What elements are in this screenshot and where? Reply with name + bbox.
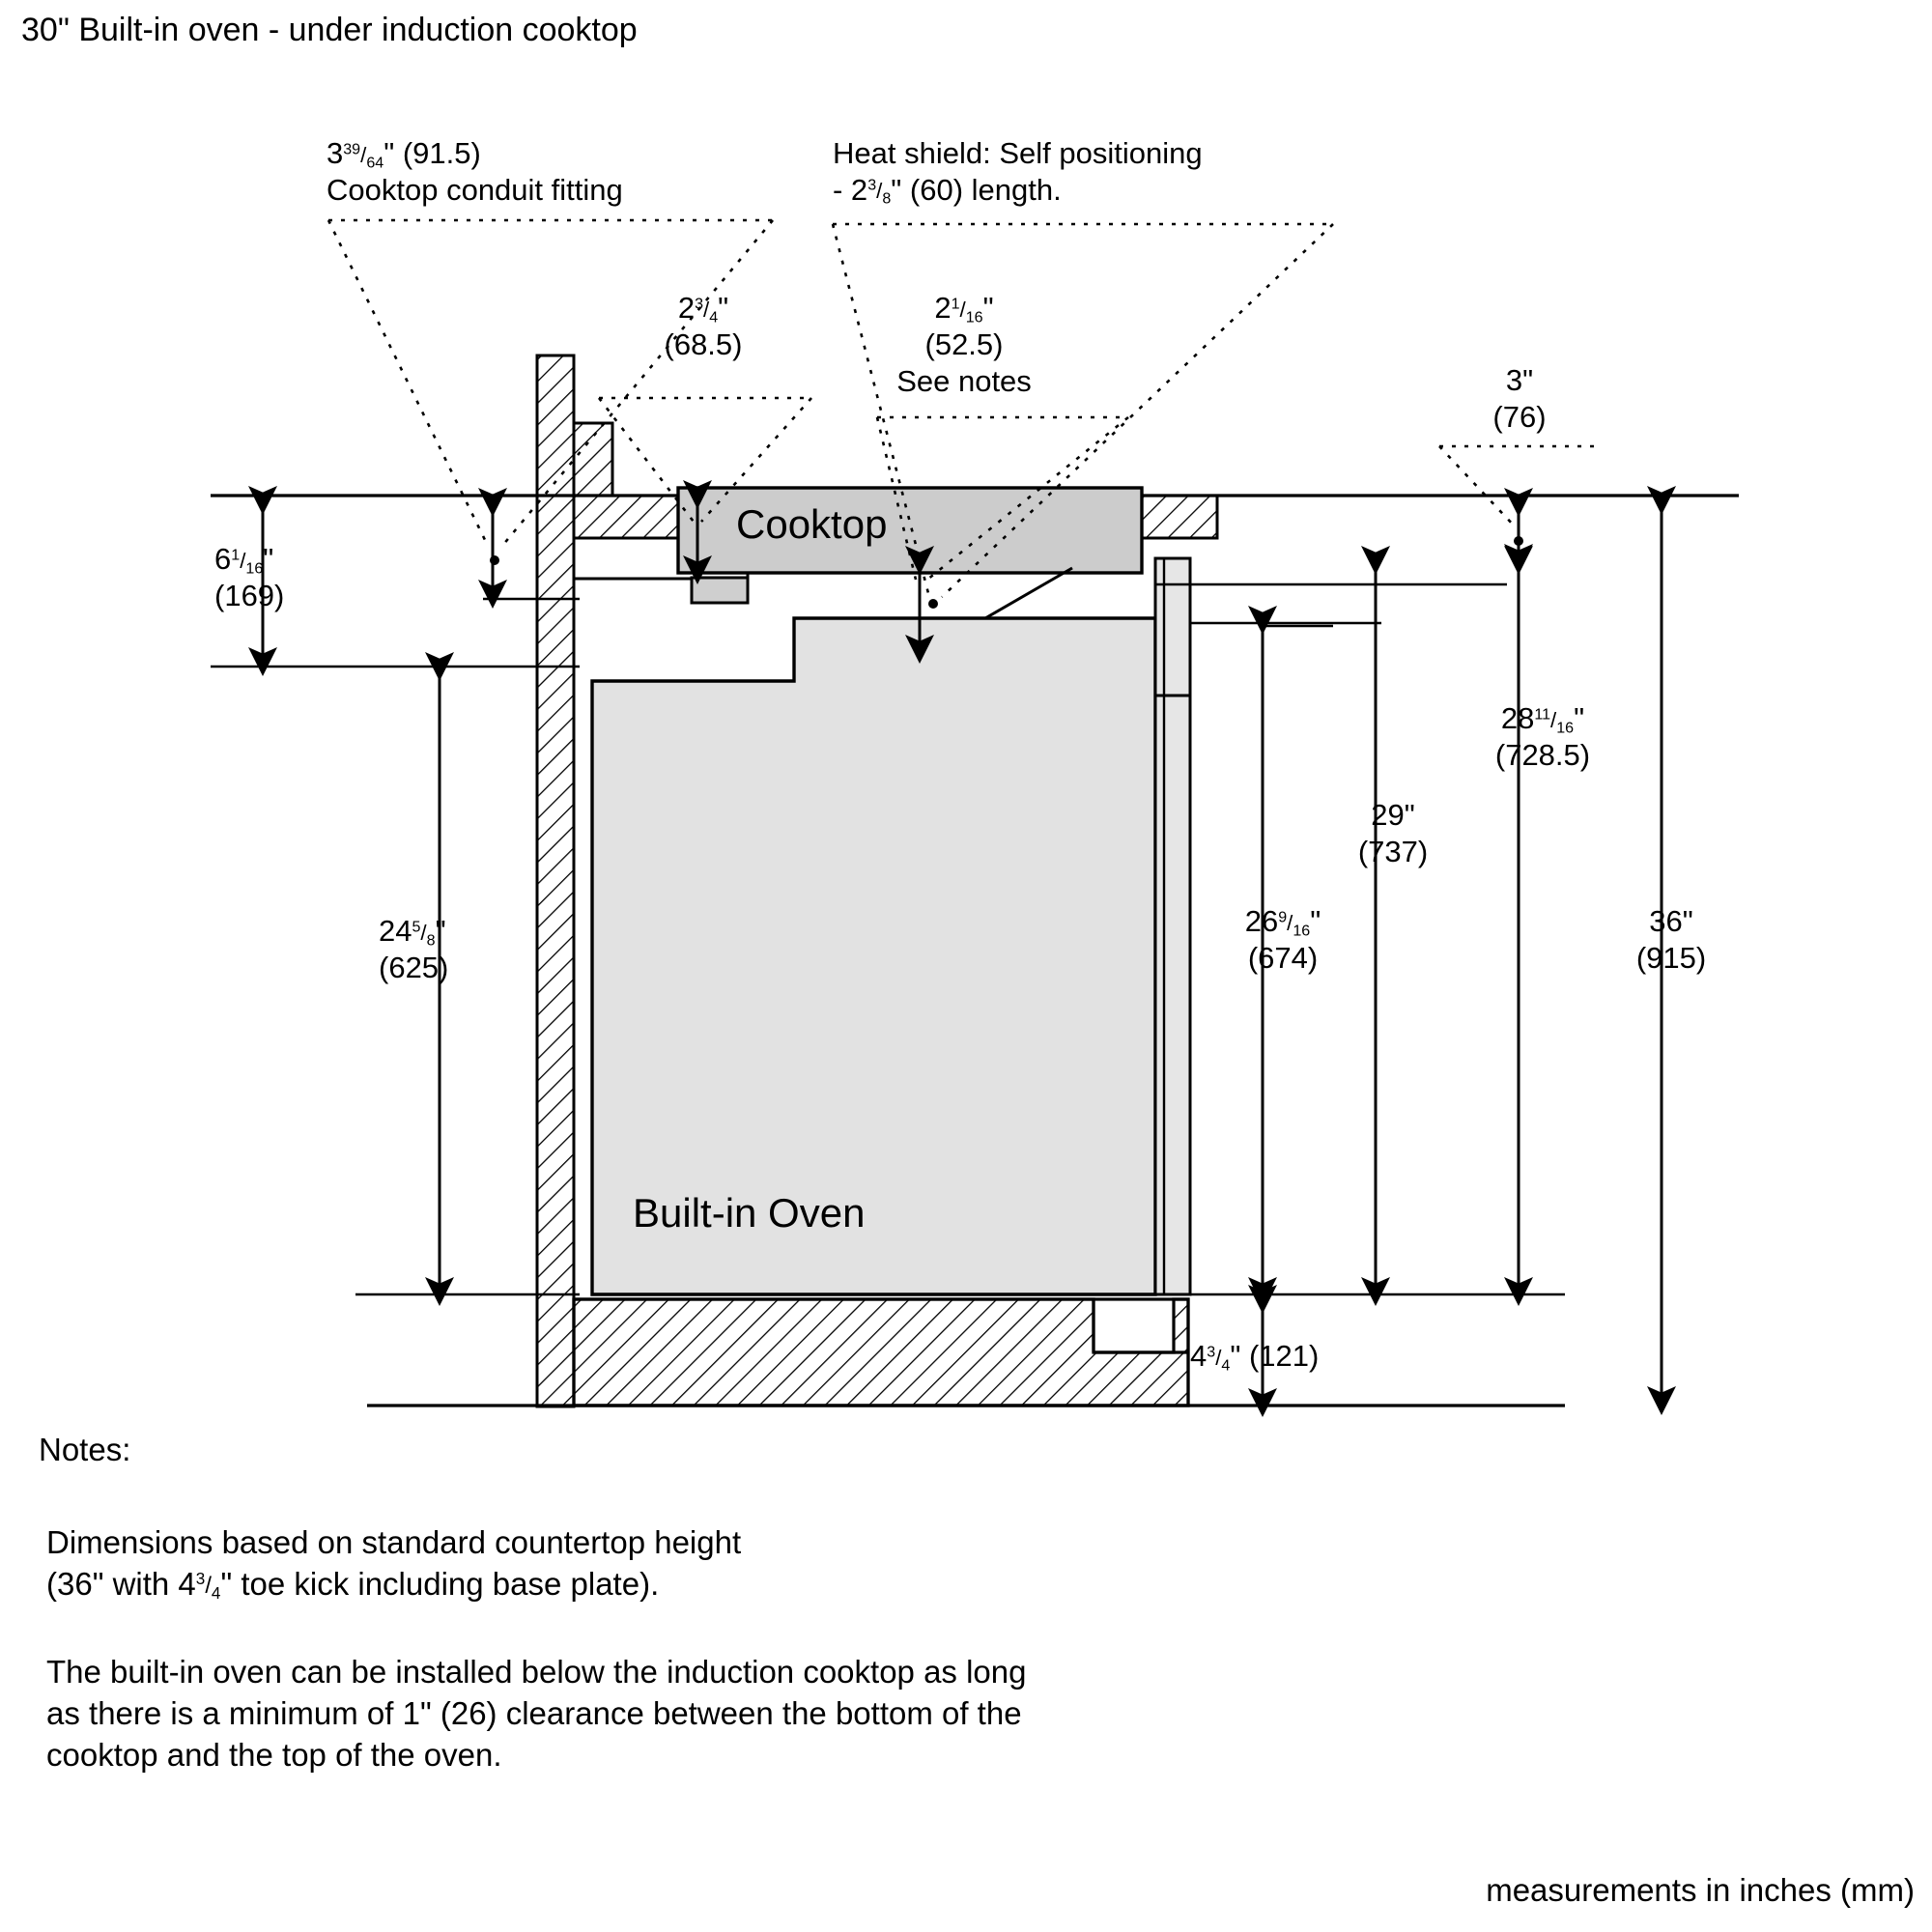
callout-conduit — [327, 135, 623, 209]
dim-4-3-4: $4^3/_4$" (121) — [1190, 1339, 1320, 1375]
dim-2-1-16: $2^1/_{16}$" (52.5) See notes — [896, 291, 1032, 398]
notes-paragraph-2: The built-in oven can be installed below the induction cooktop as long as there is a minimum of 1" (26) clearance between the bottom of the cooktop and the top of the oven. — [46, 1654, 1027, 1773]
callout-conduit-line2: Cooktop conduit fitting — [327, 172, 623, 207]
dim-36: 36" (915) — [1635, 904, 1707, 975]
cooktop-label: Cooktop — [736, 501, 888, 547]
dim-2-3-4: $2^3/_4$" (68.5) — [664, 291, 743, 361]
notes-paragraph-1: Dimensions based on standard countertop height (36" with $4^3/_4$" toe kick including base plate). — [46, 1524, 742, 1604]
notes-heading: Notes: — [39, 1432, 131, 1467]
dim-29: 29" (737) — [1357, 798, 1429, 868]
dim-26-9-16: $26^9/_{16}$" (674) — [1244, 904, 1321, 975]
page-title: 30" Built-in oven - under induction cooktop — [21, 12, 638, 48]
dim-24-5-8: $24^5/_8$" (625) — [379, 914, 449, 984]
callout-heat-shield — [833, 135, 1203, 209]
dim-6-1-16: $6^1/_{16}$" (169) — [214, 542, 285, 612]
dim-28-11-16: $28^{11}/_{16}$" (728.5) — [1494, 701, 1591, 772]
heat-shield-line1: Heat shield: Self positioning — [833, 136, 1203, 170]
callout-conduit-line1: $3^{39}/_{64}$" (91.5) — [327, 136, 481, 172]
units-footer: measurements in inches (mm) — [1486, 1872, 1915, 1908]
dim-2-1-16-note: See notes — [896, 363, 1032, 398]
dim-3: 3" (76) — [1492, 363, 1547, 434]
heat-shield-line2: - $2^3/_8$" (60) length. — [833, 172, 1062, 208]
oven-label: Built-in Oven — [633, 1190, 866, 1236]
toe-kick — [574, 1299, 1188, 1406]
wall-section — [537, 355, 574, 1406]
oven-body — [592, 558, 1190, 1294]
